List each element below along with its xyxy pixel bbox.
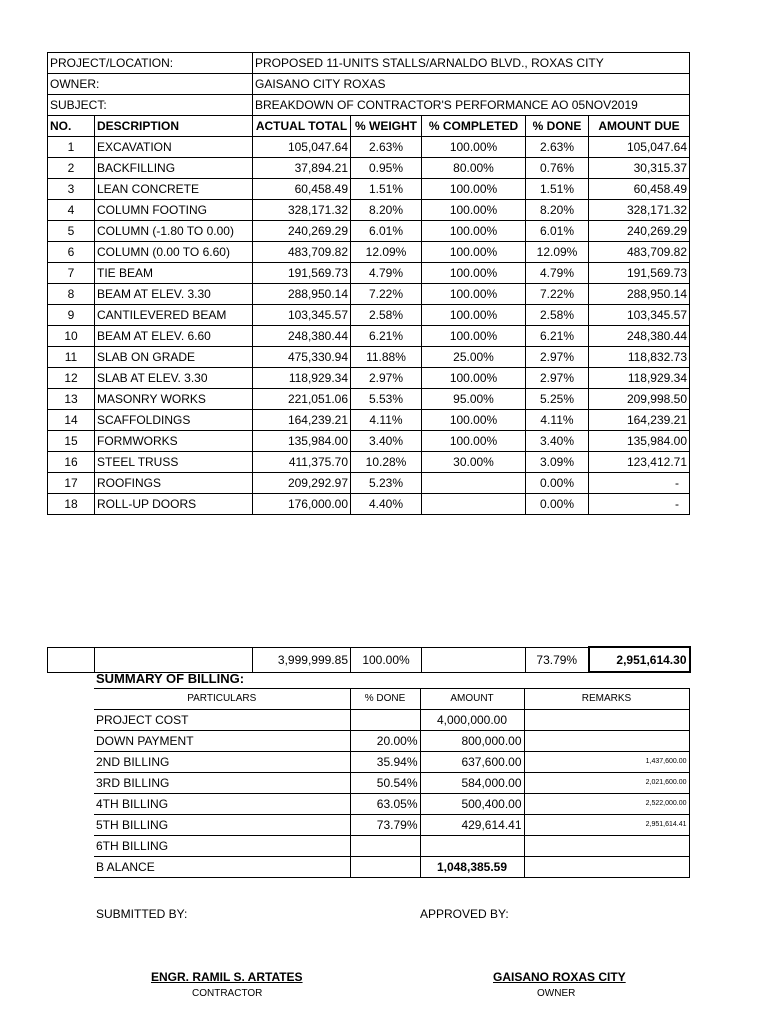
project-row <box>48 53 690 74</box>
row-no: 8 <box>48 284 95 305</box>
summary-done: 63.05% <box>350 794 420 815</box>
row-actual-total: 60,458.49 <box>253 179 351 200</box>
summary-particular: 6TH BILLING <box>94 836 350 857</box>
row-actual-total: 209,292.97 <box>253 473 351 494</box>
row-actual-total: 103,345.57 <box>253 305 351 326</box>
row-actual-total: 221,051.06 <box>253 389 351 410</box>
row-amount-due: 191,569.73 <box>589 263 690 284</box>
row-description: ROLL-UP DOORS <box>95 494 253 515</box>
row-weight: 11.88% <box>351 347 422 368</box>
row-no: 12 <box>48 368 95 389</box>
col-header-no: NO. <box>48 116 95 137</box>
table-row <box>48 347 690 368</box>
row-amount-due: 248,380.44 <box>589 326 690 347</box>
row-amount-due: 288,950.14 <box>589 284 690 305</box>
table-row <box>48 263 690 284</box>
row-no: 6 <box>48 242 95 263</box>
row-done: 0.00% <box>526 494 589 515</box>
row-description: SCAFFOLDINGS <box>95 410 253 431</box>
row-completed: 100.00% <box>422 263 526 284</box>
summary-particular: 3RD BILLING <box>94 773 350 794</box>
row-completed: 100.00% <box>422 221 526 242</box>
summary-amount: 637,600.00 <box>420 752 524 773</box>
row-actual-total: 135,984.00 <box>253 431 351 452</box>
row-done: 2.63% <box>526 137 589 158</box>
row-actual-total: 191,569.73 <box>253 263 351 284</box>
table-row <box>48 284 690 305</box>
row-completed: 100.00% <box>422 431 526 452</box>
summary-col-remarks: REMARKS <box>524 689 689 710</box>
row-done: 12.09% <box>526 242 589 263</box>
row-weight: 5.53% <box>351 389 422 410</box>
row-description: CANTILEVERED BEAM <box>95 305 253 326</box>
row-no: 11 <box>48 347 95 368</box>
row-weight: 2.63% <box>351 137 422 158</box>
row-done: 2.97% <box>526 347 589 368</box>
row-done: 3.40% <box>526 431 589 452</box>
table-row <box>48 326 690 347</box>
approved-by-label: APPROVED BY: <box>420 907 509 921</box>
table-row <box>48 242 690 263</box>
summary-title: SUMMARY OF BILLING: <box>96 671 245 686</box>
contractor-role: CONTRACTOR <box>192 988 263 999</box>
row-weight: 4.11% <box>351 410 422 431</box>
summary-particular: 2ND BILLING <box>94 752 350 773</box>
row-description: TIE BEAM <box>95 263 253 284</box>
totals-desc <box>95 647 253 672</box>
row-no: 3 <box>48 179 95 200</box>
summary-col-amount: AMOUNT <box>420 689 524 710</box>
row-amount-due: 30,315.37 <box>589 158 690 179</box>
summary-header-row <box>94 689 689 710</box>
row-no: 4 <box>48 200 95 221</box>
summary-amount: 4,000,000.00 <box>420 710 524 731</box>
row-done: 4.79% <box>526 263 589 284</box>
totals-table <box>47 646 691 673</box>
row-description: COLUMN (-1.80 TO 0.00) <box>95 221 253 242</box>
row-description: COLUMN (0.00 TO 6.60) <box>95 242 253 263</box>
summary-table <box>94 688 690 878</box>
row-description: ROOFINGS <box>95 473 253 494</box>
table-row <box>48 389 690 410</box>
summary-done: 50.54% <box>350 773 420 794</box>
project-value: PROPOSED 11-UNITS STALLS/ARNALDO BLVD., ROXAS CITY <box>253 53 690 74</box>
table-row <box>48 473 690 494</box>
col-header-completed: % COMPLETED <box>422 116 526 137</box>
row-completed <box>422 473 526 494</box>
row-amount-due: 483,709.82 <box>589 242 690 263</box>
contractor-name: ENGR. RAMIL S. ARTATES <box>151 970 303 984</box>
col-header-description: DESCRIPTION <box>95 116 253 137</box>
row-amount-due: 103,345.57 <box>589 305 690 326</box>
summary-row <box>94 773 689 794</box>
row-completed <box>422 494 526 515</box>
row-no: 10 <box>48 326 95 347</box>
row-no: 9 <box>48 305 95 326</box>
column-header-row <box>48 116 690 137</box>
row-done: 4.11% <box>526 410 589 431</box>
table-row <box>48 494 690 515</box>
row-weight: 1.51% <box>351 179 422 200</box>
row-completed: 80.00% <box>422 158 526 179</box>
row-completed: 30.00% <box>422 452 526 473</box>
totals-done: 73.79% <box>526 647 589 672</box>
row-weight: 7.22% <box>351 284 422 305</box>
row-done: 1.51% <box>526 179 589 200</box>
row-no: 16 <box>48 452 95 473</box>
row-description: COLUMN FOOTING <box>95 200 253 221</box>
row-amount-due: 164,239.21 <box>589 410 690 431</box>
col-header-done: % DONE <box>526 116 589 137</box>
totals-weight: 100.00% <box>351 647 422 672</box>
performance-table <box>47 52 690 515</box>
row-amount-due: 118,832.73 <box>589 347 690 368</box>
summary-amount: 800,000.00 <box>420 731 524 752</box>
row-no: 17 <box>48 473 95 494</box>
totals-row <box>48 647 690 672</box>
row-done: 5.25% <box>526 389 589 410</box>
row-done: 0.00% <box>526 473 589 494</box>
row-completed: 100.00% <box>422 410 526 431</box>
row-weight: 2.97% <box>351 368 422 389</box>
summary-done: 73.79% <box>350 815 420 836</box>
row-no: 15 <box>48 431 95 452</box>
subject-row <box>48 95 690 116</box>
summary-row <box>94 857 689 878</box>
row-no: 7 <box>48 263 95 284</box>
subject-label: SUBJECT: <box>48 95 253 116</box>
row-actual-total: 328,171.32 <box>253 200 351 221</box>
row-done: 3.09% <box>526 452 589 473</box>
row-weight: 4.79% <box>351 263 422 284</box>
row-completed: 100.00% <box>422 200 526 221</box>
summary-remark: 2,021,600.00 <box>524 773 689 794</box>
owner-name: GAISANO ROXAS CITY <box>493 970 626 984</box>
row-actual-total: 37,894.21 <box>253 158 351 179</box>
row-amount-due: 240,269.29 <box>589 221 690 242</box>
table-row <box>48 368 690 389</box>
row-description: BEAM AT ELEV. 3.30 <box>95 284 253 305</box>
row-amount-due: 118,929.34 <box>589 368 690 389</box>
row-no: 18 <box>48 494 95 515</box>
col-header-actual-total: ACTUAL TOTAL <box>253 116 351 137</box>
row-description: MASONRY WORKS <box>95 389 253 410</box>
row-amount-due: 123,412.71 <box>589 452 690 473</box>
owner-value: GAISANO CITY ROXAS <box>253 74 690 95</box>
row-amount-due: 60,458.49 <box>589 179 690 200</box>
totals-no <box>48 647 95 672</box>
owner-role: OWNER <box>537 988 576 999</box>
owner-row <box>48 74 690 95</box>
subject-value: BREAKDOWN OF CONTRACTOR'S PERFORMANCE AO 05NOV2019 <box>253 95 690 116</box>
table-row <box>48 221 690 242</box>
summary-row <box>94 752 689 773</box>
totals-actual-total: 3,999,999.85 <box>253 647 351 672</box>
summary-done <box>350 710 420 731</box>
summary-amount <box>420 836 524 857</box>
row-amount-due: - <box>589 473 690 494</box>
row-description: LEAN CONCRETE <box>95 179 253 200</box>
row-weight: 4.40% <box>351 494 422 515</box>
summary-done: 20.00% <box>350 731 420 752</box>
table-row <box>48 137 690 158</box>
summary-row <box>94 794 689 815</box>
row-weight: 8.20% <box>351 200 422 221</box>
row-completed: 100.00% <box>422 305 526 326</box>
submitted-by-label: SUBMITTED BY: <box>96 907 188 921</box>
summary-particular: PROJECT COST <box>94 710 350 731</box>
row-weight: 6.21% <box>351 326 422 347</box>
row-actual-total: 475,330.94 <box>253 347 351 368</box>
row-description: FORMWORKS <box>95 431 253 452</box>
summary-amount: 429,614.41 <box>420 815 524 836</box>
summary-done: 35.94% <box>350 752 420 773</box>
row-done: 0.76% <box>526 158 589 179</box>
summary-row <box>94 836 689 857</box>
row-actual-total: 248,380.44 <box>253 326 351 347</box>
summary-particular: DOWN PAYMENT <box>94 731 350 752</box>
row-actual-total: 118,929.34 <box>253 368 351 389</box>
row-actual-total: 240,269.29 <box>253 221 351 242</box>
row-description: EXCAVATION <box>95 137 253 158</box>
row-no: 5 <box>48 221 95 242</box>
owner-label: OWNER: <box>48 74 253 95</box>
summary-particular: B ALANCE <box>94 857 350 878</box>
row-done: 8.20% <box>526 200 589 221</box>
row-weight: 2.58% <box>351 305 422 326</box>
row-weight: 0.95% <box>351 158 422 179</box>
row-completed: 100.00% <box>422 284 526 305</box>
row-actual-total: 105,047.64 <box>253 137 351 158</box>
summary-remark <box>524 836 689 857</box>
totals-amount-due: 2,951,614.30 <box>589 647 690 672</box>
row-amount-due: 105,047.64 <box>589 137 690 158</box>
row-done: 6.01% <box>526 221 589 242</box>
row-actual-total: 483,709.82 <box>253 242 351 263</box>
summary-amount: 500,400.00 <box>420 794 524 815</box>
summary-remark: 2,522,000.00 <box>524 794 689 815</box>
row-description: STEEL TRUSS <box>95 452 253 473</box>
row-completed: 100.00% <box>422 368 526 389</box>
row-weight: 5.23% <box>351 473 422 494</box>
row-completed: 100.00% <box>422 137 526 158</box>
row-weight: 12.09% <box>351 242 422 263</box>
col-header-amount-due: AMOUNT DUE <box>589 116 690 137</box>
row-completed: 100.00% <box>422 179 526 200</box>
row-amount-due: 135,984.00 <box>589 431 690 452</box>
row-actual-total: 288,950.14 <box>253 284 351 305</box>
summary-remark <box>524 710 689 731</box>
table-row <box>48 452 690 473</box>
row-completed: 100.00% <box>422 242 526 263</box>
row-amount-due: 328,171.32 <box>589 200 690 221</box>
row-amount-due: - <box>589 494 690 515</box>
row-description: BEAM AT ELEV. 6.60 <box>95 326 253 347</box>
table-row <box>48 179 690 200</box>
table-row <box>48 200 690 221</box>
summary-remark <box>524 857 689 878</box>
table-row <box>48 305 690 326</box>
row-no: 14 <box>48 410 95 431</box>
row-completed: 100.00% <box>422 326 526 347</box>
row-description: SLAB ON GRADE <box>95 347 253 368</box>
row-actual-total: 176,000.00 <box>253 494 351 515</box>
row-weight: 6.01% <box>351 221 422 242</box>
summary-row <box>94 731 689 752</box>
row-description: BACKFILLING <box>95 158 253 179</box>
row-done: 2.58% <box>526 305 589 326</box>
row-done: 7.22% <box>526 284 589 305</box>
row-done: 6.21% <box>526 326 589 347</box>
table-row <box>48 158 690 179</box>
totals-completed <box>422 647 526 672</box>
row-actual-total: 411,375.70 <box>253 452 351 473</box>
summary-row <box>94 815 689 836</box>
row-no: 13 <box>48 389 95 410</box>
table-row <box>48 410 690 431</box>
summary-col-done: % DONE <box>350 689 420 710</box>
row-done: 2.97% <box>526 368 589 389</box>
summary-col-particulars: PARTICULARS <box>94 689 350 710</box>
summary-remark <box>524 731 689 752</box>
summary-amount: 1,048,385.59 <box>420 857 524 878</box>
table-row <box>48 431 690 452</box>
row-actual-total: 164,239.21 <box>253 410 351 431</box>
row-completed: 25.00% <box>422 347 526 368</box>
row-amount-due: 209,998.50 <box>589 389 690 410</box>
summary-amount: 584,000.00 <box>420 773 524 794</box>
summary-row <box>94 710 689 731</box>
summary-particular: 4TH BILLING <box>94 794 350 815</box>
project-label: PROJECT/LOCATION: <box>48 53 253 74</box>
summary-remark: 1,437,600.00 <box>524 752 689 773</box>
summary-particular: 5TH BILLING <box>94 815 350 836</box>
row-description: SLAB AT ELEV. 3.30 <box>95 368 253 389</box>
summary-remark: 2,951,614.41 <box>524 815 689 836</box>
col-header-weight: % WEIGHT <box>351 116 422 137</box>
row-completed: 95.00% <box>422 389 526 410</box>
summary-done <box>350 836 420 857</box>
row-weight: 3.40% <box>351 431 422 452</box>
row-no: 1 <box>48 137 95 158</box>
summary-done <box>350 857 420 878</box>
row-weight: 10.28% <box>351 452 422 473</box>
row-no: 2 <box>48 158 95 179</box>
